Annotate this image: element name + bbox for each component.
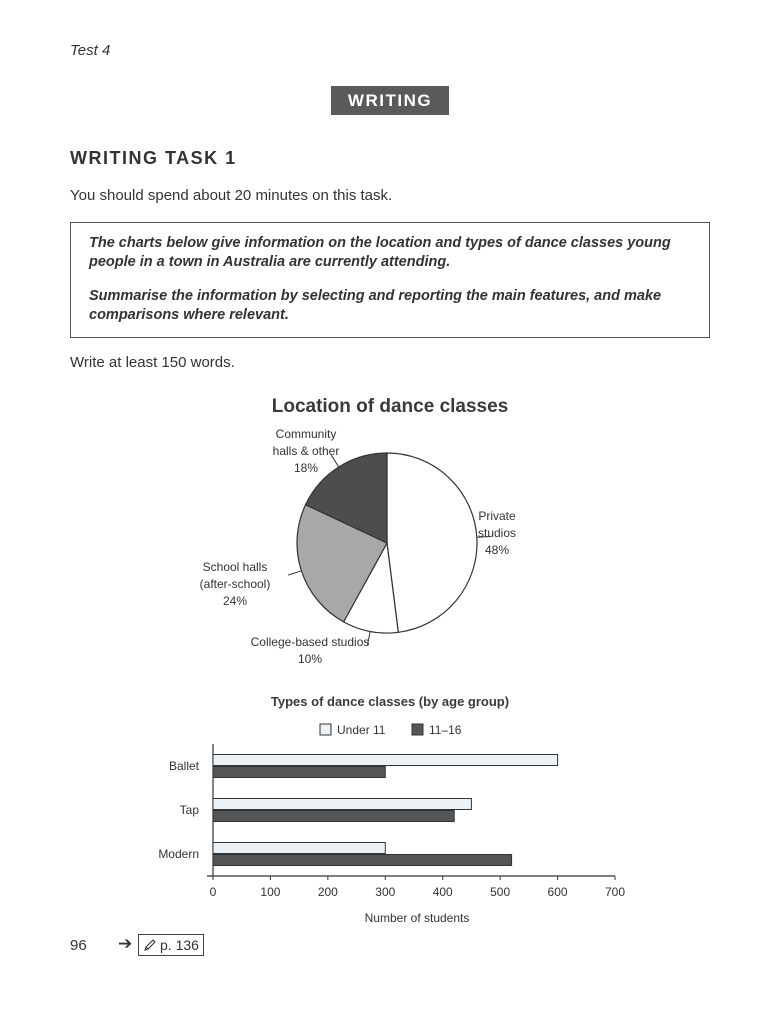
x-tick-label: 400 [432,885,453,899]
bar-chart-title: Types of dance classes (by age group) [270,694,510,709]
bar [213,855,512,866]
arrow-right-icon: ➔ [118,934,133,953]
x-tick-label: 300 [375,885,396,899]
bar-category-label: Ballet [168,759,199,773]
bar [213,755,558,766]
x-tick-label: 0 [209,885,217,899]
pie-slice-label: School halls (after-school) 24% [199,560,271,608]
bar-category-label: Modern [158,847,199,861]
bar-chart [150,688,640,932]
instruction-box [70,222,710,338]
page-number: 96 [70,937,87,954]
legend-swatch [320,724,331,735]
legend-label: Under 11 [337,723,386,737]
bar-x-axis-label: Number of students [364,911,470,925]
test-label: Test 4 [70,42,111,59]
legend-swatch [412,724,423,735]
pie-leader-line [288,571,301,575]
pie-chart-title: Location of dance classes [271,396,509,417]
bar [213,843,385,854]
section-banner: WRITING [331,86,449,115]
pie-slice-label: Private studios 48% [477,509,517,557]
pencil-icon [143,938,157,952]
x-tick-label: 700 [604,885,626,899]
pie-slice-label: Community halls & other 18% [272,427,340,475]
task-heading: WRITING TASK 1 [70,148,237,168]
answer-reference[interactable] [138,934,204,956]
bar-category-label: Tap [179,803,199,817]
bar [213,811,454,822]
word-count-note: Write at least 150 words. [70,354,235,371]
time-note: You should spend about 20 minutes on this task. [70,187,393,204]
x-tick-label: 500 [490,885,511,899]
instruction-text-1: The charts below give information on the location and types of dance classes young people in a town in Australia are currently attending. [89,235,671,270]
pie-slice [387,453,477,632]
x-tick-label: 200 [317,885,338,899]
instruction-text-2: Summarise the information by selecting and reporting the main features, and make comparisons where relevant. [89,288,662,323]
answer-reference-page: p. 136 [160,937,199,953]
x-tick-label: 100 [260,885,281,899]
x-tick-label: 600 [547,885,568,899]
bar [213,767,385,778]
bar [213,799,471,810]
pie-chart [180,390,590,670]
legend-label: 11–16 [429,723,462,737]
pie-slice-label: College-based studios 10% [250,635,370,666]
